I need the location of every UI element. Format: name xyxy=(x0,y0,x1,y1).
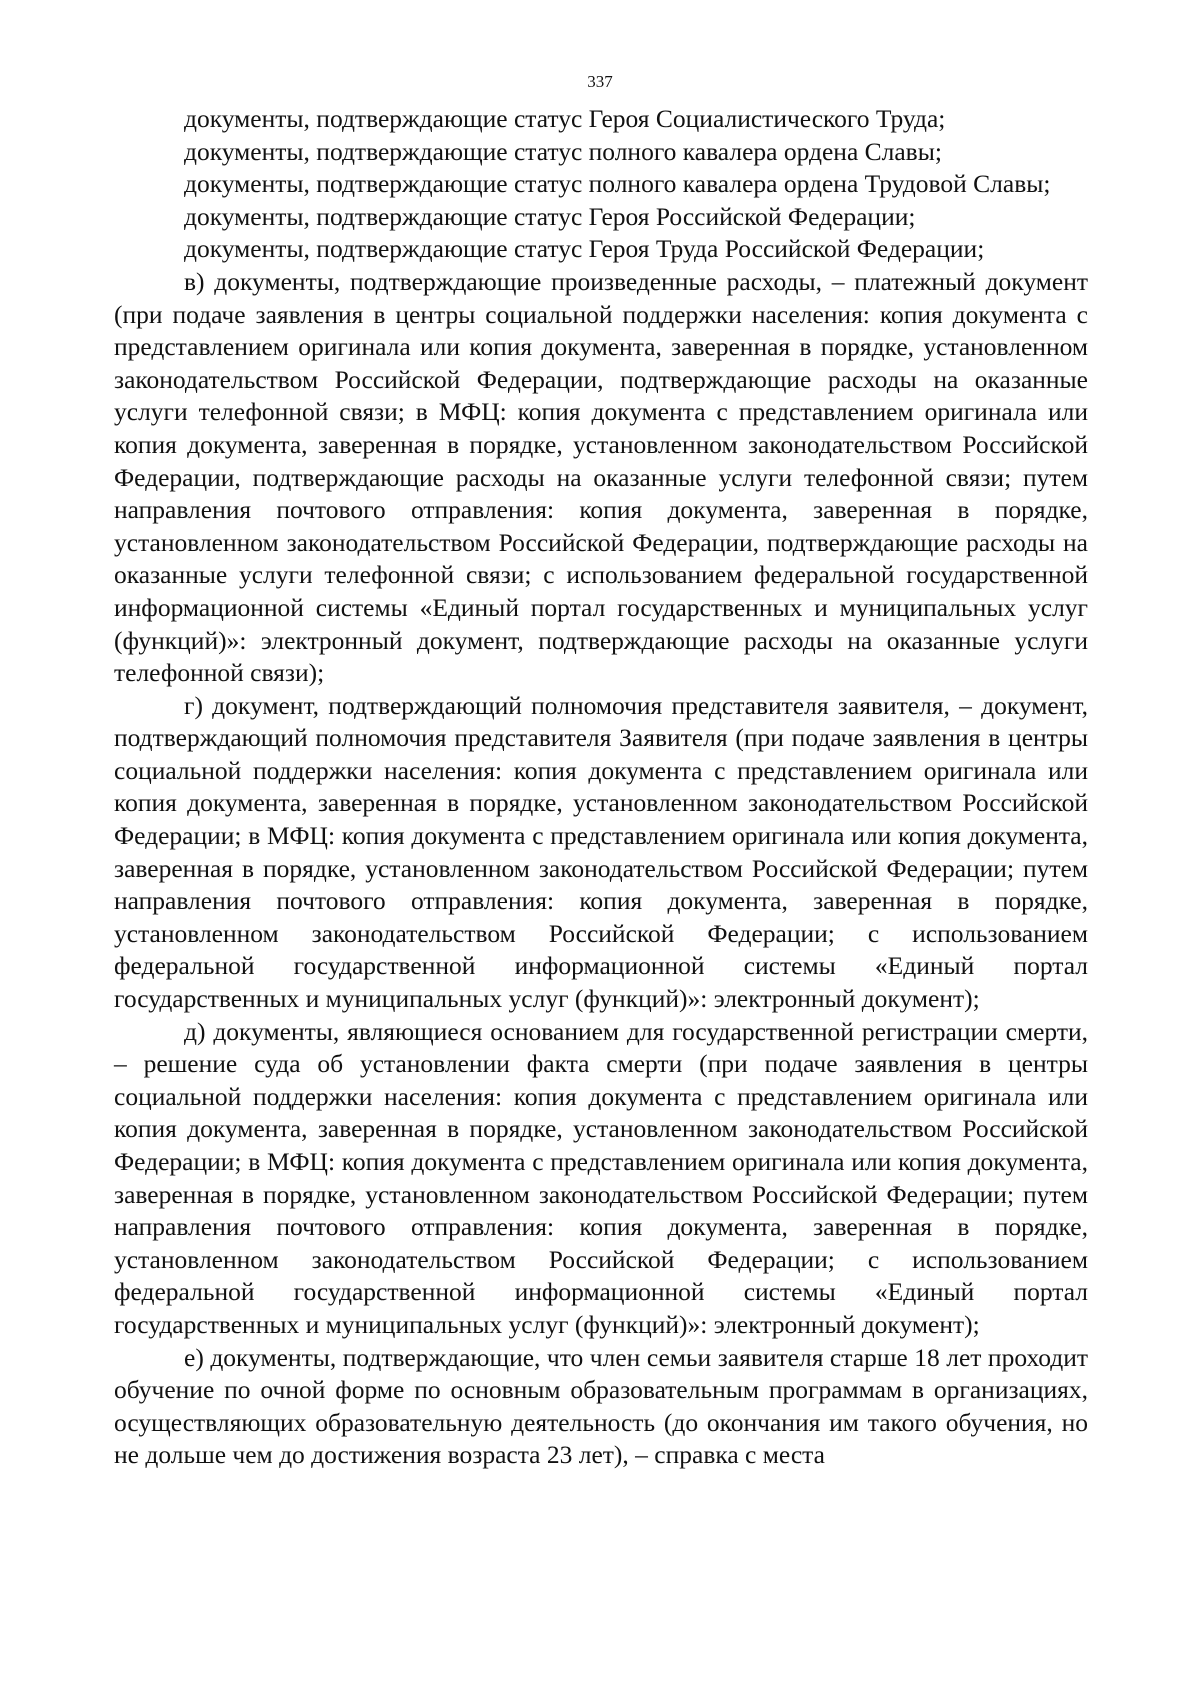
page-number: 337 xyxy=(587,72,613,91)
paragraph-item-e: е) документы, подтверждающие, что член семьи заявителя старше 18 лет проходит обучение по очной форме по основным образовательным программам в организациях, осуществляющих образовательную деятельность (до окончания им такого обучения, но не дольше чем до достижения возраста 23 лет), – справка с места xyxy=(114,1342,1088,1470)
paragraph-item-v: в) документы, подтверждающие произведенные расходы, – платежный документ (при подаче заявления в центры социальной поддержки населения: копия документа с представлением оригинала или копия документа, заверенная в порядке, установленном законодательством Российской Федерации, подтверждающие расходы на оказанные услуги телефонной связи; в МФЦ: копия документа с представлением оригинала или копия документа, заверенная в порядке, установленном законодательством Российской Федерации, подтверждающие расходы на оказанные услуги телефонной связи; путем направления почтового отправления: копия документа, заверенная в порядке, установленном законодательством Российской Федерации, подтверждающие расходы на оказанные услуги телефонной связи; с использованием федеральной государственной информационной системы «Единый портал государственных и муниципальных услуг (функций)»: электронный документ, подтверждающие расходы на оказанные услуги телефонной связи); xyxy=(114,266,1088,688)
paragraph-hero-russian-federation: документы, подтверждающие статус Героя Российской Федерации; xyxy=(184,201,916,231)
paragraph-hero-socialist-labor: документы, подтверждающие статус Героя Социалистического Труда; xyxy=(184,104,946,133)
paragraph-order-of-labor-glory: документы, подтверждающие статус полного кавалера ордена Трудовой Славы; xyxy=(184,169,1051,199)
paragraph-item-d: д) документы, являющиеся основанием для государственной регистрации смерти, – решение суда об установлении факта смерти (при подаче заявления в центры социальной поддержки населения: копия документа с представлением оригинала или копия документа, заверенная в порядке, установленном законодательством Российской Федерации; в МФЦ: копия документа с представлением оригинала или копия документа, заверенная в порядке, установленном законодательством Российской Федерации; путем направления почтового отправления: копия документа, заверенная в порядке, установленном законодательством Российской Федерации; с использованием федеральной государственной информационной системы «Единый портал государственных и муниципальных услуг (функций)»: электронный документ); xyxy=(114,1016,1088,1339)
paragraph-order-of-glory: документы, подтверждающие статус полного кавалера ордена Славы; xyxy=(184,136,942,166)
document-body xyxy=(114,103,1088,1472)
paragraph-item-g: г) документ, подтверждающий полномочия представителя заявителя, – документ, подтверждающий полномочия представителя Заявителя (при подаче заявления в центры социальной поддержки населения: копия документа с представлением оригинала или копия документа, заверенная в порядке, установленном законодательством Российской Федерации; в МФЦ: копия документа с представлением оригинала или копия документа, заверенная в порядке, установленном законодательством Российской Федерации; путем направления почтового отправления: копия документа, заверенная в порядке, установленном законодательством Российской Федерации; с использованием федеральной государственной информационной системы «Единый портал государственных и муниципальных услуг (функций)»: электронный документ); xyxy=(114,690,1088,1014)
paragraph-hero-labor-russian-federation: документы, подтверждающие статус Героя Труда Российской Федерации; xyxy=(184,234,985,264)
